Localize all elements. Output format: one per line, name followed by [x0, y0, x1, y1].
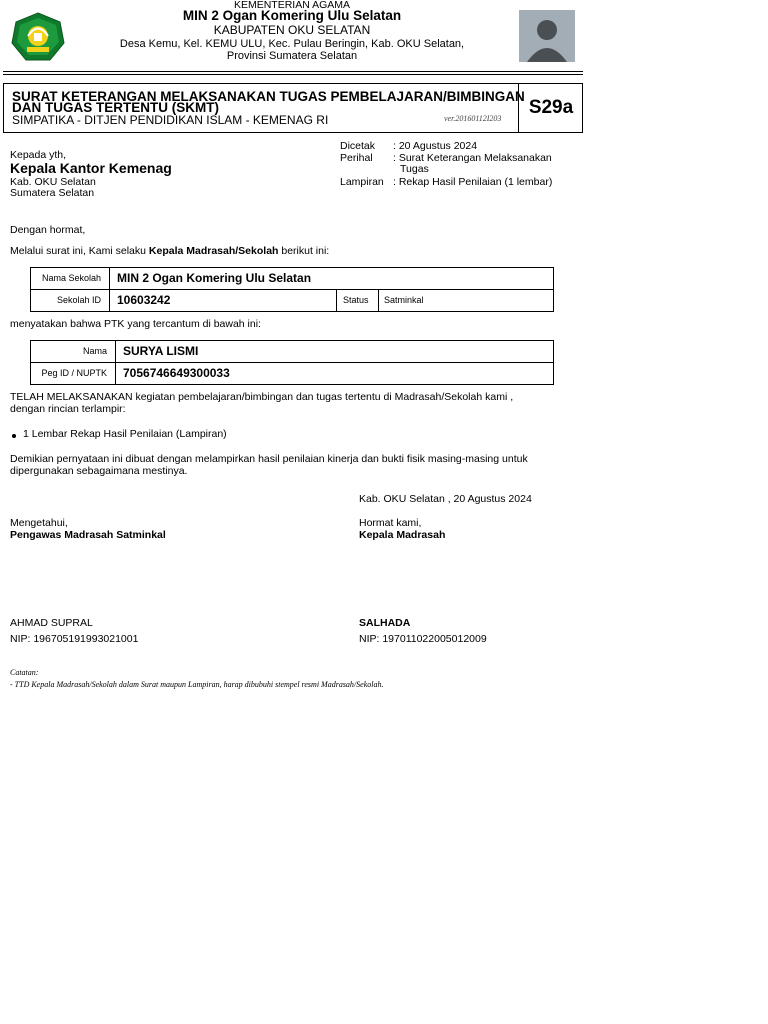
school-name-value: MIN 2 Ogan Komering Ulu Selatan: [117, 271, 312, 285]
ptk-peg-label: Peg ID / NUPTK: [41, 368, 107, 378]
title-subtitle: SIMPATIKA - DITJEN PENDIDIKAN ISLAM - KEMENAG RI: [12, 113, 329, 127]
school-id-value: 10603242: [117, 293, 171, 307]
recipient-line-1: Kab. OKU Selatan: [10, 176, 96, 188]
ptk-name-value: SURYA LISMI: [123, 344, 199, 358]
place-date: Kab. OKU Selatan , 20 Agustus 2024: [359, 493, 532, 505]
intro-bold: Kepala Madrasah/Sekolah: [148, 245, 279, 257]
document-title-box: [3, 83, 583, 133]
school-name-header: MIN 2 Ogan Komering Ulu Selatan: [182, 8, 402, 23]
left-acknowledge: Mengetahui,: [10, 517, 68, 529]
ptk-name-label: Nama: [82, 346, 107, 356]
right-regards: Hormat kami,: [359, 517, 422, 529]
title-line-1: SURAT KETERANGAN MELAKSANAKAN TUGAS PEMBELAJARAN/BIMBINGAN: [12, 89, 525, 104]
recipient-name: Kepala Kantor Kemenag: [10, 160, 172, 176]
attachment-label: Lampiran: [340, 176, 384, 188]
intro-paragraph: [10, 246, 329, 257]
school-id-label: Sekolah ID: [56, 295, 101, 305]
status-label: Status: [343, 295, 369, 305]
right-signer-nip: NIP: 197011022005012009: [359, 633, 487, 645]
subject-value-line-2: Tugas: [400, 163, 429, 175]
version-label: ver.20160112I203: [444, 114, 502, 123]
school-name-label: Nama Sekolah: [41, 273, 101, 283]
address-line-1: Desa Kemu, Kel. KEMU ULU, Kec. Pulau Beringin, Kab. OKU Selatan,: [119, 38, 465, 50]
intro-prefix: Melalui surat ini, Kami selaku: [10, 245, 149, 257]
status-value: Satminkal: [384, 295, 424, 305]
regency-name: KABUPATEN OKU SELATAN: [213, 23, 371, 37]
header-divider-top: [3, 71, 583, 72]
header-divider-bottom: [3, 74, 583, 75]
greeting: Dengan hormat,: [10, 224, 86, 236]
closing-line-2: dipergunakan sebagaimana mestinya.: [10, 465, 188, 477]
title-line-2: DAN TUGAS TERTENTU (SKMT): [12, 100, 219, 115]
closing-line-1: Demikian pernyataan ini dibuat dengan melampirkan hasil penilaian kinerja dan bukti fisik masing-masing untuk: [10, 453, 528, 465]
attachment-value: : Rekap Hasil Penilaian (1 lembar): [393, 176, 553, 188]
ptk-info-table: [30, 340, 554, 385]
attachment-list-item: 1 Lembar Rekap Hasil Penilaian (Lampiran): [23, 428, 227, 440]
bullet-dot-icon: [12, 434, 16, 438]
left-signer-nip: NIP: 196705191993021001: [10, 633, 139, 645]
subject-value-line-1: : Surat Keterangan Melaksanakan: [393, 152, 552, 164]
ministry-name: KEMENTERIAN AGAMA: [233, 0, 351, 11]
intro-suffix: berikut ini:: [278, 245, 330, 257]
form-code: S29a: [528, 97, 574, 118]
notes-label: Catatan:: [10, 668, 39, 677]
printed-value: : 20 Agustus 2024: [393, 140, 478, 152]
declares-text: menyatakan bahwa PTK yang tercantum di bawah ini:: [10, 318, 261, 330]
right-signer-name: SALHADA: [359, 617, 411, 629]
printed-label: Dicetak: [340, 140, 376, 152]
address-line-2: Provinsi Sumatera Selatan: [226, 50, 358, 62]
performed-line-2: dengan rincian terlampir:: [10, 403, 126, 415]
left-title: Pengawas Madrasah Satminkal: [10, 529, 166, 541]
form-code-cell: [518, 84, 583, 132]
recipient-line-2: Sumatera Selatan: [10, 187, 95, 199]
notes-line-1: - TTD Kepala Madrasah/Sekolah dalam Surat maupun Lampiran, harap dibubuhi stempel resmi Madrasah/Sekolah.: [10, 680, 384, 689]
recipient-to-label: Kepada yth,: [10, 149, 67, 161]
school-info-table: [30, 267, 554, 312]
right-title: Kepala Madrasah: [359, 529, 446, 541]
subject-label: Perihal: [340, 152, 373, 164]
performed-line-1: TELAH MELAKSANAKAN kegiatan pembelajaran/bimbingan dan tugas tertentu di Madrasah/Sekolah kami ,: [10, 391, 514, 403]
profile-photo-placeholder-icon: [519, 10, 575, 62]
ptk-peg-value: 7056746649300033: [123, 366, 230, 380]
left-signer-name: AHMAD SUPRAL: [10, 617, 93, 629]
